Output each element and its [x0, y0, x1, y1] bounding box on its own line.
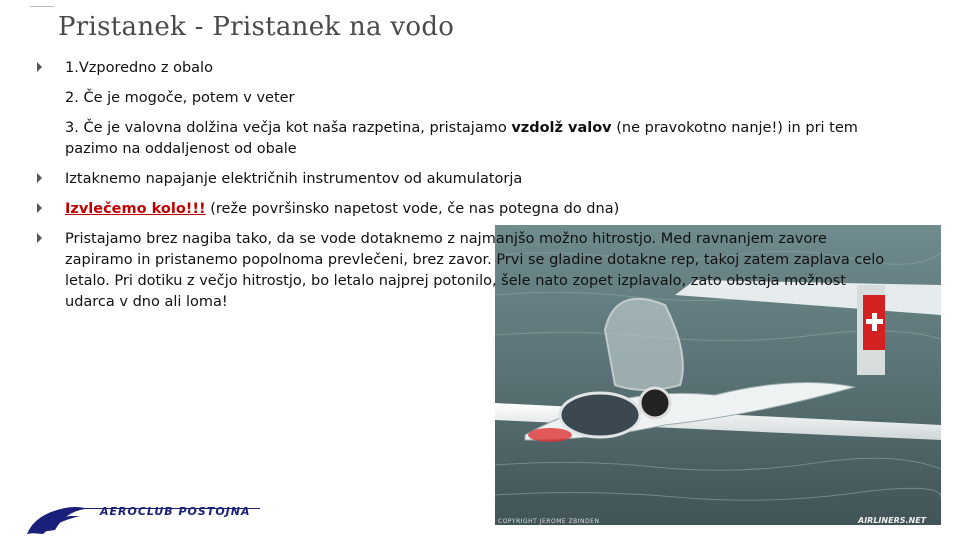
photo-credit-right: AIRLINERS.NET	[858, 516, 927, 525]
bullet-list	[34, 58, 894, 322]
bullet-arrow-icon	[37, 203, 42, 213]
sub-item	[34, 88, 894, 109]
bullet-text: 1.Vzporedno z obalo	[65, 60, 213, 76]
slide-title: Pristanek - Pristanek na vodo	[58, 12, 455, 42]
bullet-item	[34, 199, 894, 220]
bullet-item	[34, 229, 894, 313]
cockpit-instrument	[640, 388, 670, 418]
bullet-arrow-icon	[37, 233, 42, 243]
cockpit-canopy	[560, 393, 640, 437]
logo-text: AEROCLUB POSTOJNA	[100, 505, 251, 518]
photo-credit-left: COPYRIGHT JEROME ZBINDEN	[498, 518, 600, 525]
sub-item-text: 2. Če je mogoče, potem v veter	[65, 90, 295, 106]
bullet-text: (reže površinsko napetost vode, če nas potegna do dna)	[205, 201, 620, 217]
bullet-arrow-icon	[37, 62, 42, 72]
sub-item-text: 3. Če je valovna dolžina večja kot naša razpetina, pristajamo	[65, 120, 512, 136]
nose-marking	[528, 428, 572, 442]
bullet-text: Iztaknemo napajanje električnih instrumentov od akumulatorja	[65, 171, 523, 187]
bullet-emphasis: Izvlečemo kolo!!!	[65, 201, 206, 217]
bullet-arrow-icon	[37, 173, 42, 183]
sub-item-text: (ne pravokotno nanje!) in pri tem pazimo na oddaljenost od obale	[65, 120, 858, 157]
sub-item-bold: vzdolž valov	[511, 120, 612, 136]
bullet-item	[34, 169, 894, 190]
bullet-item	[34, 58, 894, 79]
sub-item	[34, 118, 894, 160]
bullet-text: Pristajamo brez nagiba tako, da se vode dotaknemo z najmanjšo možno hitrostjo. Med ravnanjem zavore zapiramo in pristanemo popolnoma prevlečeni, brez zavor. Prvi se gladine dotakne rep, takoj zatem zaplava celo letalo. Pri dotiku z večjo hitrostjo, bo letalo najprej potonilo, šele nato zopet izplavalo, zato obstaja možnost udarca v dno ali loma!	[65, 231, 885, 310]
title-accent-line	[30, 6, 54, 7]
